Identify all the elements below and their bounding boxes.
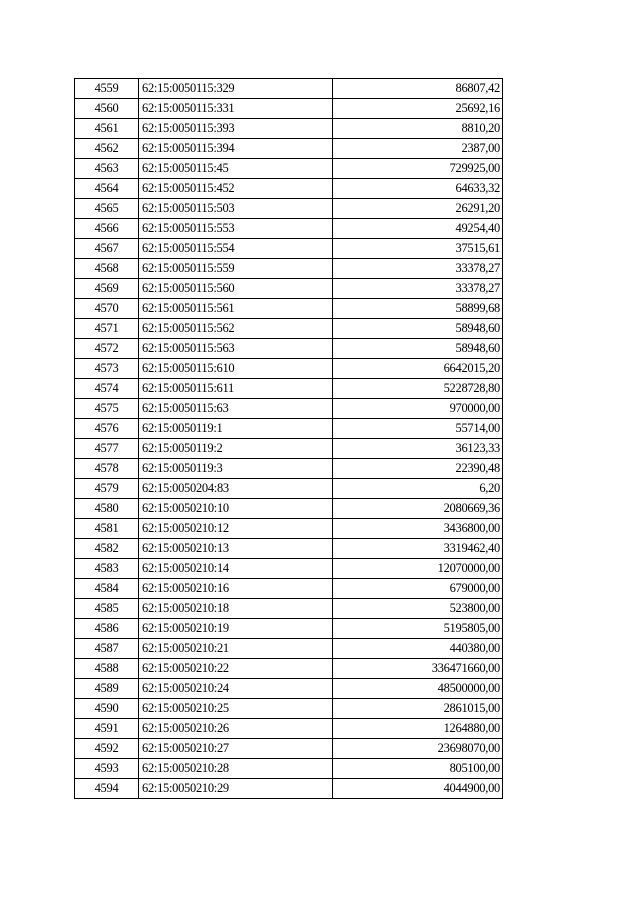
row-number-cell: 4582 [75,539,139,559]
value-cell: 58899,68 [333,299,503,319]
row-number-cell: 4592 [75,739,139,759]
table-row [75,139,503,159]
cadastral-number-cell: 62:15:0050115:611 [139,379,333,399]
row-number-cell: 4569 [75,279,139,299]
row-number-cell: 4575 [75,399,139,419]
table-row [75,519,503,539]
row-number-cell: 4567 [75,239,139,259]
table-row [75,739,503,759]
table-row [75,619,503,639]
value-cell: 2387,00 [333,139,503,159]
row-number-cell: 4566 [75,219,139,239]
cadastral-number-cell: 62:15:0050115:554 [139,239,333,259]
row-number-cell: 4587 [75,639,139,659]
value-cell: 6642015,20 [333,359,503,379]
cadastral-number-cell: 62:15:0050115:503 [139,199,333,219]
cadastral-number-cell: 62:15:0050119:1 [139,419,333,439]
value-cell: 3436800,00 [333,519,503,539]
value-cell: 970000,00 [333,399,503,419]
row-number-cell: 4580 [75,499,139,519]
row-number-cell: 4590 [75,699,139,719]
cadastral-number-cell: 62:15:0050210:10 [139,499,333,519]
value-cell: 33378,27 [333,279,503,299]
cadastral-number-cell: 62:15:0050210:12 [139,519,333,539]
value-cell: 55714,00 [333,419,503,439]
value-cell: 33378,27 [333,259,503,279]
table-row [75,459,503,479]
table-row [75,539,503,559]
cadastral-value-table [74,78,503,799]
cadastral-number-cell: 62:15:0050115:610 [139,359,333,379]
value-cell: 440380,00 [333,639,503,659]
row-number-cell: 4588 [75,659,139,679]
row-number-cell: 4594 [75,779,139,799]
value-cell: 3319462,40 [333,539,503,559]
table-row [75,359,503,379]
value-cell: 336471660,00 [333,659,503,679]
row-number-cell: 4570 [75,299,139,319]
row-number-cell: 4561 [75,119,139,139]
cadastral-number-cell: 62:15:0050210:18 [139,599,333,619]
value-cell: 5228728,80 [333,379,503,399]
cadastral-number-cell: 62:15:0050115:393 [139,119,333,139]
cadastral-number-cell: 62:15:0050119:3 [139,459,333,479]
cadastral-number-cell: 62:15:0050210:19 [139,619,333,639]
table-row [75,199,503,219]
table-row [75,399,503,419]
cadastral-number-cell: 62:15:0050115:394 [139,139,333,159]
table-row [75,659,503,679]
cadastral-number-cell: 62:15:0050115:63 [139,399,333,419]
cadastral-number-cell: 62:15:0050115:452 [139,179,333,199]
value-cell: 4044900,00 [333,779,503,799]
cadastral-number-cell: 62:15:0050115:560 [139,279,333,299]
row-number-cell: 4576 [75,419,139,439]
row-number-cell: 4563 [75,159,139,179]
row-number-cell: 4586 [75,619,139,639]
cadastral-number-cell: 62:15:0050115:45 [139,159,333,179]
row-number-cell: 4560 [75,99,139,119]
row-number-cell: 4593 [75,759,139,779]
table-row [75,279,503,299]
value-cell: 23698070,00 [333,739,503,759]
table-row [75,219,503,239]
cadastral-number-cell: 62:15:0050210:29 [139,779,333,799]
table-row [75,719,503,739]
value-cell: 523800,00 [333,599,503,619]
table-row [75,319,503,339]
row-number-cell: 4583 [75,559,139,579]
table-row [75,599,503,619]
table-row [75,159,503,179]
table-row [75,379,503,399]
cadastral-number-cell: 62:15:0050210:25 [139,699,333,719]
table-row [75,699,503,719]
value-cell: 6,20 [333,479,503,499]
value-cell: 8810,20 [333,119,503,139]
value-cell: 58948,60 [333,339,503,359]
cadastral-number-cell: 62:15:0050115:563 [139,339,333,359]
value-cell: 679000,00 [333,579,503,599]
table-row [75,119,503,139]
value-cell: 49254,40 [333,219,503,239]
value-cell: 26291,20 [333,199,503,219]
cadastral-number-cell: 62:15:0050210:16 [139,579,333,599]
cadastral-number-cell: 62:15:0050204:83 [139,479,333,499]
table-row [75,179,503,199]
cadastral-number-cell: 62:15:0050115:331 [139,99,333,119]
cadastral-number-cell: 62:15:0050115:562 [139,319,333,339]
value-cell: 64633,32 [333,179,503,199]
value-cell: 25692,16 [333,99,503,119]
table-row [75,479,503,499]
table-row [75,299,503,319]
cadastral-number-cell: 62:15:0050210:24 [139,679,333,699]
cadastral-number-cell: 62:15:0050210:26 [139,719,333,739]
cadastral-number-cell: 62:15:0050115:553 [139,219,333,239]
table-row [75,759,503,779]
table-row [75,639,503,659]
row-number-cell: 4577 [75,439,139,459]
value-cell: 37515,61 [333,239,503,259]
row-number-cell: 4585 [75,599,139,619]
cadastral-number-cell: 62:15:0050115:329 [139,79,333,99]
row-number-cell: 4589 [75,679,139,699]
row-number-cell: 4574 [75,379,139,399]
table-row [75,439,503,459]
cadastral-number-cell: 62:15:0050115:559 [139,259,333,279]
cadastral-number-cell: 62:15:0050210:21 [139,639,333,659]
value-cell: 22390,48 [333,459,503,479]
table-row [75,499,503,519]
value-cell: 805100,00 [333,759,503,779]
value-cell: 1264880,00 [333,719,503,739]
value-cell: 2861015,00 [333,699,503,719]
table-row [75,559,503,579]
row-number-cell: 4591 [75,719,139,739]
cadastral-number-cell: 62:15:0050210:27 [139,739,333,759]
table-body [75,79,503,799]
cadastral-number-cell: 62:15:0050210:14 [139,559,333,579]
cadastral-number-cell: 62:15:0050210:13 [139,539,333,559]
value-cell: 58948,60 [333,319,503,339]
row-number-cell: 4584 [75,579,139,599]
table-row [75,259,503,279]
cadastral-number-cell: 62:15:0050210:28 [139,759,333,779]
row-number-cell: 4578 [75,459,139,479]
value-cell: 729925,00 [333,159,503,179]
value-cell: 48500000,00 [333,679,503,699]
value-cell: 5195805,00 [333,619,503,639]
row-number-cell: 4579 [75,479,139,499]
cadastral-number-cell: 62:15:0050119:2 [139,439,333,459]
row-number-cell: 4573 [75,359,139,379]
value-cell: 86807,42 [333,79,503,99]
row-number-cell: 4564 [75,179,139,199]
row-number-cell: 4572 [75,339,139,359]
value-cell: 2080669,36 [333,499,503,519]
cadastral-number-cell: 62:15:0050210:22 [139,659,333,679]
row-number-cell: 4571 [75,319,139,339]
row-number-cell: 4562 [75,139,139,159]
table-row [75,579,503,599]
table-row [75,419,503,439]
row-number-cell: 4581 [75,519,139,539]
table-row [75,79,503,99]
cadastral-number-cell: 62:15:0050115:561 [139,299,333,319]
table-row [75,779,503,799]
row-number-cell: 4565 [75,199,139,219]
value-cell: 36123,33 [333,439,503,459]
table-row [75,339,503,359]
table-row [75,679,503,699]
value-cell: 12070000,00 [333,559,503,579]
table-row [75,239,503,259]
row-number-cell: 4559 [75,79,139,99]
row-number-cell: 4568 [75,259,139,279]
table-row [75,99,503,119]
